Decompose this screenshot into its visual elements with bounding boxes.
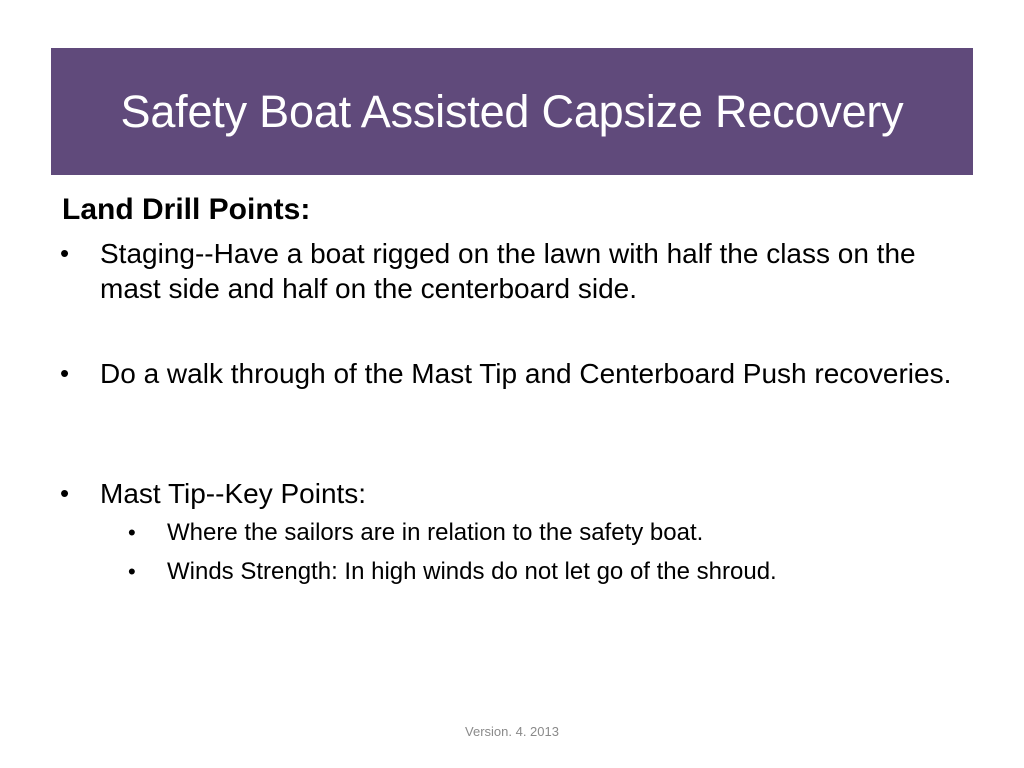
footer-version: Version. 4. 2013 bbox=[465, 724, 559, 739]
bullet-text: Mast Tip--Key Points: bbox=[100, 478, 367, 509]
bullet-marker: • bbox=[60, 358, 70, 388]
sub-bullet-marker: • bbox=[128, 559, 136, 584]
sub-bullet-text: Where the sailors are in relation to the safety boat. bbox=[167, 519, 704, 546]
sub-bullet-text: Winds Strength: In high winds do not let go of the shroud. bbox=[167, 558, 777, 585]
bullet-text: Do a walk through of the Mast Tip and Centerboard Push recoveries. bbox=[100, 358, 952, 389]
title-band bbox=[51, 48, 973, 175]
sub-bullet-marker: • bbox=[128, 520, 136, 545]
slide-title: Safety Boat Assisted Capsize Recovery bbox=[120, 86, 904, 137]
bullet-text: Staging--Have a boat rigged on the lawn with half the class on the mast side and half on the centerboard side. bbox=[100, 238, 916, 304]
bullet-marker: • bbox=[60, 238, 70, 268]
section-heading: Land Drill Points: bbox=[62, 193, 311, 226]
bullet-marker: • bbox=[60, 478, 70, 508]
